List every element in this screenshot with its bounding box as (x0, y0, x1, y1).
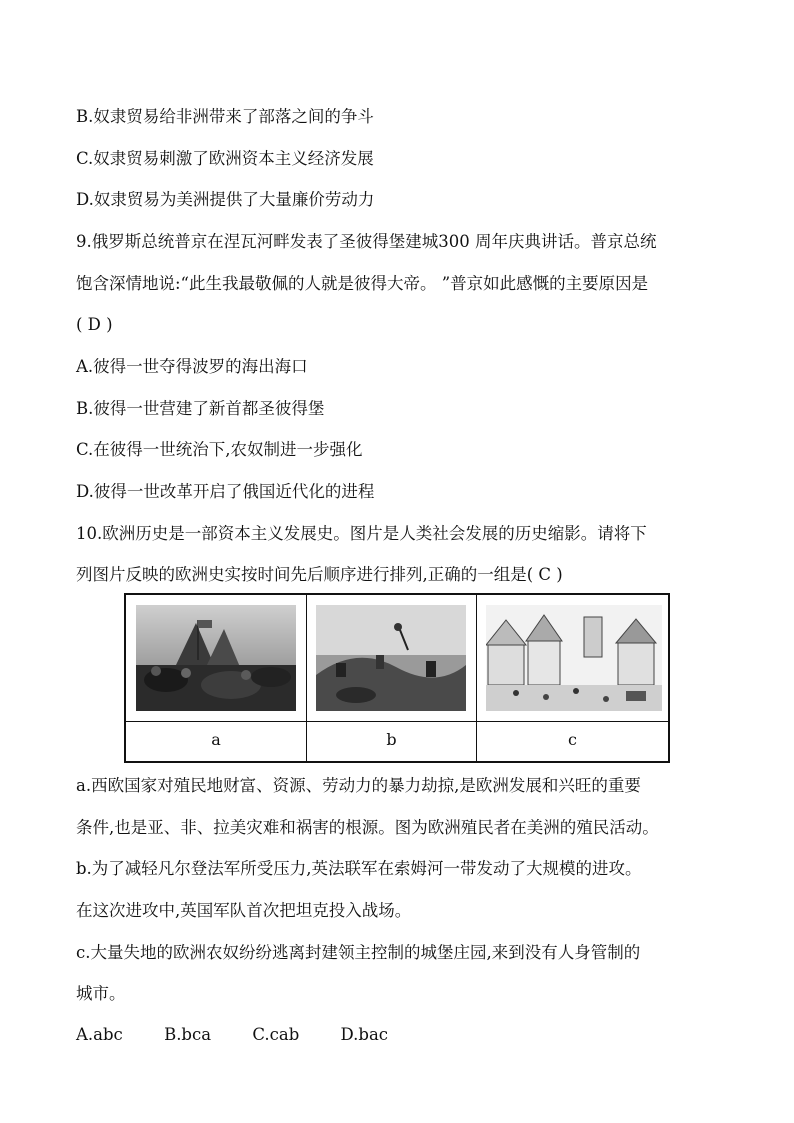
table-divider (306, 595, 307, 721)
option-c: C.cab (252, 1025, 300, 1044)
text-line: 饱含深情地说:“此生我最敬佩的人就是彼得大帝。 ”普京如此感慨的主要原因是 (76, 274, 649, 293)
text-line: ( D ) (76, 315, 113, 334)
option-d: D.bac (340, 1025, 389, 1044)
picture-a (136, 605, 296, 711)
text-line: D.彼得一世改革开启了俄国近代化的进程 (76, 482, 375, 501)
label-row (126, 719, 668, 761)
text-line: C.奴隶贸易刺激了欧洲资本主义经济发展 (76, 149, 374, 168)
picture-label-c: c (568, 730, 577, 749)
picture-c (486, 605, 662, 711)
text-line: a.西欧国家对殖民地财富、资源、劳动力的暴力劫掠,是欧洲发展和兴旺的重要 (76, 776, 641, 795)
text-line: 9.俄罗斯总统普京在涅瓦河畔发表了圣彼得堡建城300 周年庆典讲话。普京总统 (76, 232, 657, 251)
text-line: 列图片反映的欧洲史实按时间先后顺序进行排列,正确的一组是( C ) (76, 565, 563, 584)
text-line: C.在彼得一世统治下,农奴制进一步强化 (76, 440, 363, 459)
text-line: b.为了减轻凡尔登法军所受压力,英法联军在索姆河一带发动了大规模的进攻。 (76, 859, 642, 878)
text-line: 在这次进攻中,英国军队首次把坦克投入战场。 (76, 901, 412, 920)
text-line: B.彼得一世营建了新首都圣彼得堡 (76, 399, 325, 418)
option-b: B.bca (164, 1025, 212, 1044)
text-line: c.大量失地的欧洲农奴纷纷逃离封建领主控制的城堡庄园,来到没有人身管制的 (76, 943, 641, 962)
text-line: 10.欧洲历史是一部资本主义发展史。图片是人类社会发展的历史缩影。请将下 (76, 524, 647, 543)
image-table (124, 593, 670, 763)
option-a: A.abc (76, 1025, 123, 1044)
text-line: B.奴隶贸易给非洲带来了部落之间的争斗 (76, 107, 374, 126)
text-line: 城市。 (76, 984, 126, 1003)
picture-label-a: a (211, 730, 221, 749)
text-line: A.彼得一世夺得波罗的海出海口 (76, 357, 308, 376)
table-divider (476, 595, 477, 721)
image-row (126, 595, 668, 722)
picture-b (316, 605, 466, 711)
text-line: 条件,也是亚、非、拉美灾难和祸害的根源。图为欧洲殖民者在美洲的殖民活动。 (76, 818, 659, 837)
text-line: D.奴隶贸易为美洲提供了大量廉价劳动力 (76, 190, 375, 209)
picture-label-b: b (386, 730, 397, 749)
answer-options (76, 1024, 424, 1046)
